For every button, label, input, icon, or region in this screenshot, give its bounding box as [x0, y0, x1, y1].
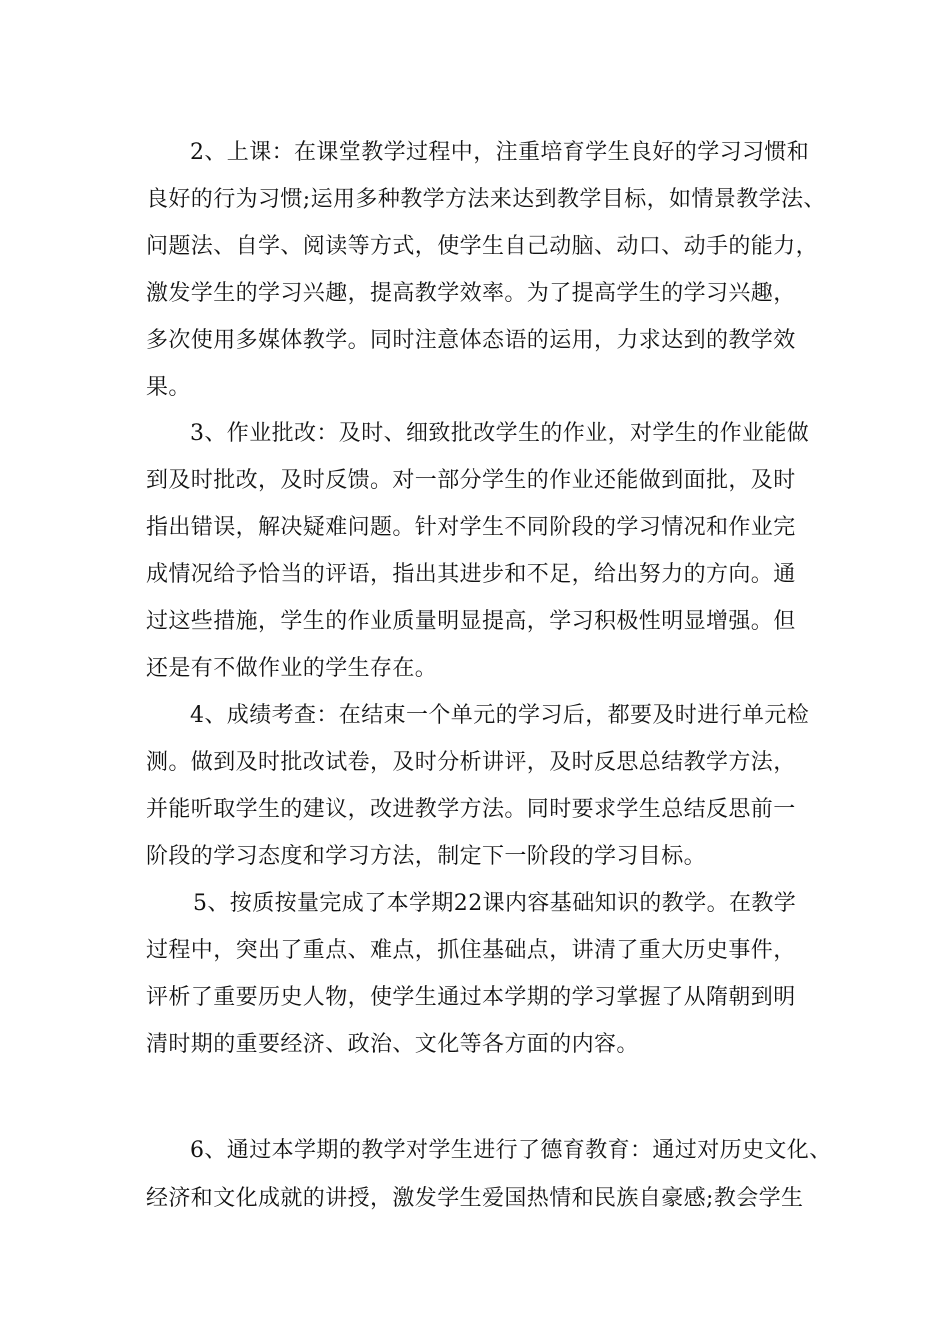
text-line: 经济和文化成就的讲授，激发学生爱国热情和民族自豪感;教会学生 — [146, 1186, 804, 1211]
text-line: 激发学生的学习兴趣，提高教学效率。为了提高学生的学习兴趣， — [146, 281, 796, 306]
text-line: 2、上课：在课堂教学过程中，注重培育学生良好的学习习惯和 — [190, 140, 810, 165]
text-line: 多次使用多媒体教学。同时注意体态语的运用，力求达到的教学效 — [146, 328, 796, 353]
text-line: 成情况给予恰当的评语，指出其进步和不足，给出努力的方向。通 — [146, 562, 796, 587]
text-line: 5、按质按量完成了本学期22课内容基础知识的教学。在教学 — [193, 891, 797, 916]
text-line: 果。 — [146, 375, 191, 400]
text-line: 4、成绩考查：在结束一个单元的学习后，都要及时进行单元检 — [190, 703, 810, 728]
text-line: 阶段的学习态度和学习方法，制定下一阶段的学习目标。 — [146, 844, 707, 869]
text-line: 过这些措施，学生的作业质量明显提高，学习积极性明显增强。但 — [146, 609, 796, 634]
text-line: 清时期的重要经济、政治、文化等各方面的内容。 — [146, 1032, 639, 1057]
text-line: 6、通过本学期的教学对学生进行了德育教育：通过对历史文化、 — [190, 1138, 832, 1163]
text-line: 过程中，突出了重点、难点，抓住基础点，讲清了重大历史事件， — [146, 938, 796, 963]
text-line: 评析了重要历史人物，使学生通过本学期的学习掌握了从隋朝到明 — [146, 985, 796, 1010]
text-line: 测。做到及时批改试卷，及时分析讲评，及时反思总结教学方法， — [146, 750, 796, 775]
text-line: 问题法、自学、阅读等方式，使学生自己动脑、动口、动手的能力， — [146, 234, 819, 259]
text-line: 良好的行为习惯;运用多种教学方法来达到教学目标，如情景教学法、 — [146, 187, 826, 212]
text-line: 并能听取学生的建议，改进教学方法。同时要求学生总结反思前一 — [146, 797, 796, 822]
text-line: 到及时批改，及时反馈。对一部分学生的作业还能做到面批，及时 — [146, 468, 796, 493]
text-line: 指出错误，解决疑难问题。针对学生不同阶段的学习情况和作业完 — [146, 515, 796, 540]
text-line: 还是有不做作业的学生存在。 — [146, 656, 438, 681]
text-line: 3、作业批改：及时、细致批改学生的作业，对学生的作业能做 — [190, 421, 810, 446]
